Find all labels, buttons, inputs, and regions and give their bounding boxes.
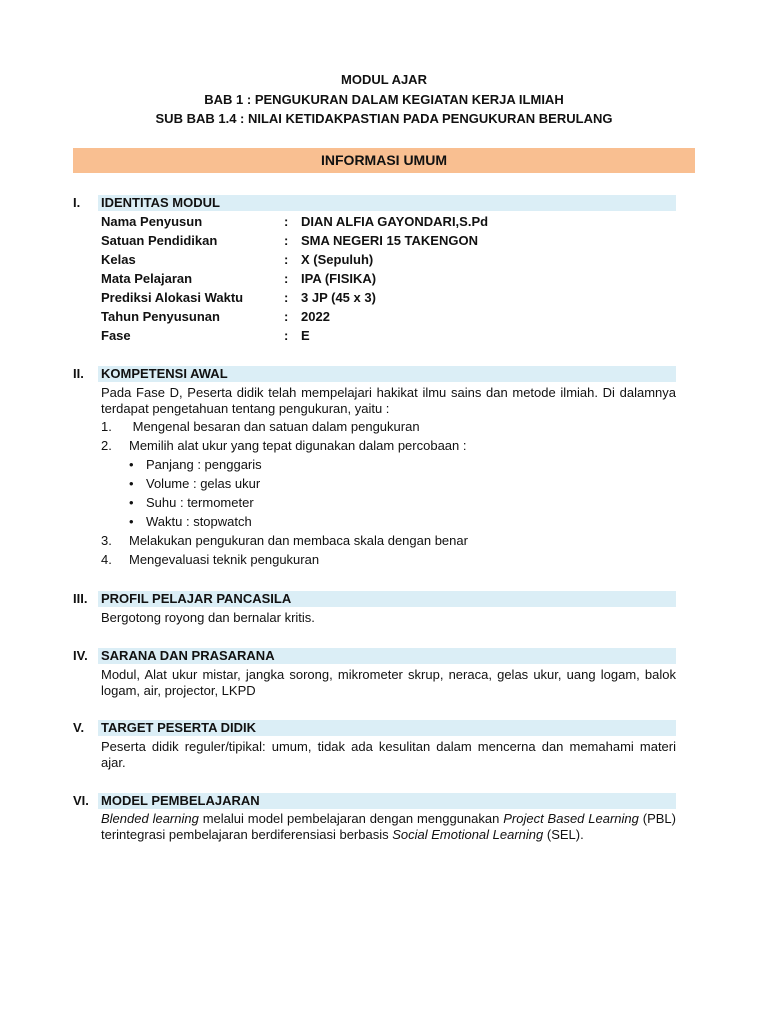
model-text-part: (SEL). (543, 827, 584, 842)
section-number: II. (73, 366, 84, 381)
section-title: MODEL PEMBELAJARAN (101, 793, 260, 808)
section-title: TARGET PESERTA DIDIK (101, 720, 257, 735)
identity-label: Nama Penyusun (101, 214, 203, 229)
identity-colon: : (284, 214, 289, 229)
section-title: PROFIL PELAJAR PANCASILA (101, 591, 292, 606)
identity-label: Kelas (101, 252, 136, 267)
list-text: Memilih alat ukur yang tepat digunakan dalam percobaan : (129, 438, 467, 453)
bullet-glyph: • (129, 476, 134, 491)
identity-value: IPA (FISIKA) (301, 271, 377, 286)
section-number: VI. (73, 793, 89, 808)
list-number: 2. (101, 438, 112, 453)
list-number: 1. (101, 419, 112, 434)
identity-value: DIAN ALFIA GAYONDARI,S.Pd (301, 214, 489, 229)
identity-colon: : (284, 233, 289, 248)
bullet-text: Waktu : stopwatch (146, 514, 252, 529)
list-text: Mengevaluasi teknik pengukuran (129, 552, 320, 567)
section-target-peserta (73, 720, 676, 736)
section-kompetensi-awal (73, 366, 676, 382)
list-text: Melakukan pengukuran dan membaca skala dengan benar (129, 533, 468, 548)
document-title: MODUL AJAR (341, 72, 427, 87)
identity-colon: : (284, 271, 289, 286)
bullet-text: Suhu : termometer (146, 495, 254, 510)
model-term-sel: Social Emotional Learning (392, 827, 544, 842)
identity-value: X (Sepuluh) (301, 252, 374, 267)
identity-label: Tahun Penyusunan (101, 309, 220, 324)
identity-value: E (301, 328, 310, 343)
list-number: 4. (101, 552, 112, 567)
bullet-text: Volume : gelas ukur (146, 476, 261, 491)
model-term-blended: Blended learning (101, 811, 199, 826)
subchapter-title: SUB BAB 1.4 : NILAI KETIDAKPASTIAN PADA PENGUKURAN BERULANG (155, 111, 613, 126)
model-text (101, 811, 676, 843)
section-title: KOMPETENSI AWAL (101, 366, 228, 381)
bullet-text: Panjang : penggaris (146, 457, 262, 472)
section-number: III. (73, 591, 88, 606)
target-text: Peserta didik reguler/tipikal: umum, tidak ada kesulitan dalam mencerna dan memahami materi ajar. (101, 739, 676, 770)
section-title: SARANA DAN PRASARANA (101, 648, 275, 663)
section-model-pembelajaran (73, 793, 676, 809)
identity-colon: : (284, 290, 289, 305)
identity-label: Mata Pelajaran (101, 271, 193, 286)
identity-colon: : (284, 252, 289, 267)
list-number: 3. (101, 533, 112, 548)
bullet-glyph: • (129, 514, 134, 529)
bullet-glyph: • (129, 495, 134, 510)
model-text-part: melalui model pembelajaran dengan menggunakan (198, 811, 504, 826)
sarana-text: Modul, Alat ukur mistar, jangka sorong, mikrometer skrup, neraca, gelas ukur, uang logam, balok logam, air, projector, LKPD (101, 667, 676, 698)
identity-colon: : (284, 309, 289, 324)
model-text-part: (PBL) terintegrasi pembelajaran berdiferensiasi berbasis (101, 811, 676, 842)
section-profil-pelajar (73, 591, 676, 607)
model-term-pbl: Project Based Learning (503, 811, 639, 826)
identity-value: 3 JP (45 x 3) (301, 290, 376, 305)
section-number: V. (73, 720, 85, 735)
chapter-title: BAB 1 : PENGUKURAN DALAM KEGIATAN KERJA ILMIAH (204, 92, 564, 107)
identity-label: Satuan Pendidikan (101, 233, 218, 248)
identity-value: SMA NEGERI 15 TAKENGON (301, 233, 478, 248)
list-text: Mengenal besaran dan satuan dalam pengukuran (129, 419, 420, 434)
section-sarana-prasarana (73, 648, 676, 664)
profil-text: Bergotong royong dan bernalar kritis. (101, 610, 315, 625)
identity-label: Prediksi Alokasi Waktu (101, 290, 244, 305)
section-title: IDENTITAS MODUL (101, 195, 220, 210)
identity-colon: : (284, 328, 289, 343)
identity-label: Fase (101, 328, 131, 343)
bullet-glyph: • (129, 457, 134, 472)
informasi-umum-banner: INFORMASI UMUM (73, 148, 695, 173)
kompetensi-intro: Pada Fase D, Peserta didik telah mempelajari hakikat ilmu sains dan metode ilmiah. Di dalamnya terdapat pengetahuan tentang pengukuran, yaitu : (101, 385, 676, 416)
section-number: I. (73, 195, 81, 210)
section-identitas-modul (73, 195, 676, 211)
identity-value: 2022 (301, 309, 330, 324)
section-number: IV. (73, 648, 88, 663)
